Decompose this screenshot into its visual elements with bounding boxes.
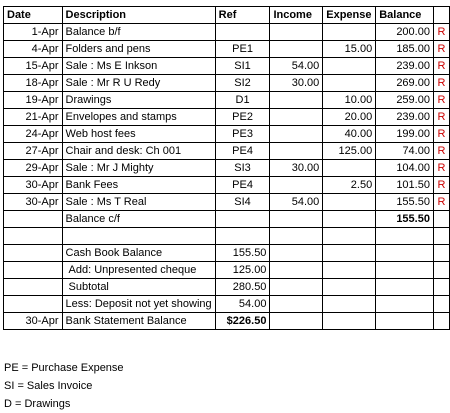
cell-expense: 40.00 bbox=[323, 126, 376, 143]
reconciliation-value: 280.50 bbox=[215, 279, 270, 296]
cell-ref bbox=[215, 24, 270, 41]
table-row bbox=[4, 75, 450, 92]
cell-expense bbox=[323, 58, 376, 75]
cash-book-table bbox=[3, 6, 450, 330]
reconciliation-label: Cash Book Balance bbox=[62, 245, 215, 262]
cell-date: 30-Apr bbox=[4, 194, 63, 211]
cell-description: Bank Fees bbox=[62, 177, 215, 194]
reconciliation-value: 125.00 bbox=[215, 262, 270, 279]
cell-income bbox=[270, 24, 323, 41]
cell-expense bbox=[323, 24, 376, 41]
table-row bbox=[4, 194, 450, 211]
cell-date: 30-Apr bbox=[4, 177, 63, 194]
cell-ref: SI3 bbox=[215, 160, 270, 177]
cell-date: 27-Apr bbox=[4, 143, 63, 160]
bank-statement-label: Bank Statement Balance bbox=[62, 313, 215, 330]
reconciliation-row bbox=[4, 296, 450, 313]
header-income: Income bbox=[270, 7, 323, 24]
cell-ref: PE3 bbox=[215, 126, 270, 143]
reconciliation bbox=[4, 245, 450, 313]
cell-balance: 74.00 bbox=[376, 143, 434, 160]
bank-statement-date: 30-Apr bbox=[4, 313, 63, 330]
cell-reconciled-flag: R bbox=[433, 75, 449, 92]
cell-description: Balance b/f bbox=[62, 24, 215, 41]
header-flag bbox=[433, 7, 449, 24]
cell-date: 4-Apr bbox=[4, 41, 63, 58]
header-balance: Balance bbox=[376, 7, 434, 24]
cell-date: 15-Apr bbox=[4, 58, 63, 75]
reconciliation-value: 54.00 bbox=[215, 296, 270, 313]
cell-reconciled-flag: R bbox=[433, 41, 449, 58]
reconciliation-row bbox=[4, 245, 450, 262]
cell-ref: SI1 bbox=[215, 58, 270, 75]
cell-reconciled-flag: R bbox=[433, 143, 449, 160]
cell-expense: 2.50 bbox=[323, 177, 376, 194]
cell-income: 30.00 bbox=[270, 160, 323, 177]
cell-expense: 10.00 bbox=[323, 92, 376, 109]
cell-reconciled-flag: R bbox=[433, 177, 449, 194]
cell-balance: 200.00 bbox=[376, 24, 434, 41]
blank-row bbox=[4, 228, 450, 245]
cell-expense bbox=[323, 160, 376, 177]
cell-income bbox=[270, 41, 323, 58]
cell-ref: PE1 bbox=[215, 41, 270, 58]
reconciliation-label: Add: Unpresented cheque bbox=[62, 262, 215, 279]
reconciliation-row bbox=[4, 279, 450, 296]
legend-d: D = Drawings bbox=[4, 398, 71, 410]
cell-description: Envelopes and stamps bbox=[62, 109, 215, 126]
cell-reconciled-flag: R bbox=[433, 160, 449, 177]
balance-cf-label: Balance c/f bbox=[62, 211, 215, 228]
header-row bbox=[4, 7, 450, 24]
cell-expense: 20.00 bbox=[323, 109, 376, 126]
cell-reconciled-flag: R bbox=[433, 24, 449, 41]
cell-description: Chair and desk: Ch 001 bbox=[62, 143, 215, 160]
reconciliation-label: Less: Deposit not yet showing bbox=[62, 296, 215, 313]
cell-expense: 15.00 bbox=[323, 41, 376, 58]
table-row bbox=[4, 41, 450, 58]
table-row bbox=[4, 58, 450, 75]
cell-income bbox=[270, 92, 323, 109]
bank-statement-value: $226.50 bbox=[215, 313, 270, 330]
cell-description: Folders and pens bbox=[62, 41, 215, 58]
cell-description: Sale : Ms E Inkson bbox=[62, 58, 215, 75]
cell-balance: 185.00 bbox=[376, 41, 434, 58]
cell-ref: PE4 bbox=[215, 177, 270, 194]
cell-balance: 269.00 bbox=[376, 75, 434, 92]
cell-description: Sale : Ms T Real bbox=[62, 194, 215, 211]
table-row bbox=[4, 177, 450, 194]
cell-expense: 125.00 bbox=[323, 143, 376, 160]
cell-income bbox=[270, 126, 323, 143]
balance-cf-value: 155.50 bbox=[376, 211, 434, 228]
cell-income bbox=[270, 143, 323, 160]
cell-balance: 104.00 bbox=[376, 160, 434, 177]
legend-si: SI = Sales Invoice bbox=[4, 380, 93, 392]
cell-reconciled-flag: R bbox=[433, 58, 449, 75]
cell-balance: 259.00 bbox=[376, 92, 434, 109]
cell-income bbox=[270, 109, 323, 126]
cell-date: 24-Apr bbox=[4, 126, 63, 143]
cell-reconciled-flag: R bbox=[433, 126, 449, 143]
transactions bbox=[4, 24, 450, 211]
table-row bbox=[4, 126, 450, 143]
cell-income: 54.00 bbox=[270, 58, 323, 75]
cell-date: 19-Apr bbox=[4, 92, 63, 109]
table-row bbox=[4, 160, 450, 177]
cell-ref: D1 bbox=[215, 92, 270, 109]
cell-description: Drawings bbox=[62, 92, 215, 109]
header-expense: Expense bbox=[323, 7, 376, 24]
cell-income bbox=[270, 177, 323, 194]
header-ref: Ref bbox=[215, 7, 270, 24]
cell-balance: 101.50 bbox=[376, 177, 434, 194]
bank-statement-row bbox=[4, 313, 450, 330]
cell-balance: 239.00 bbox=[376, 58, 434, 75]
table-row bbox=[4, 24, 450, 41]
header-description: Description bbox=[62, 7, 215, 24]
reconciliation-row bbox=[4, 262, 450, 279]
cell-date: 1-Apr bbox=[4, 24, 63, 41]
table-row bbox=[4, 92, 450, 109]
cell-description: Sale : Mr J Mighty bbox=[62, 160, 215, 177]
legend-pe: PE = Purchase Expense bbox=[4, 362, 124, 374]
cell-balance: 199.00 bbox=[376, 126, 434, 143]
cell-date: 21-Apr bbox=[4, 109, 63, 126]
header-date: Date bbox=[4, 7, 63, 24]
cell-description: Web host fees bbox=[62, 126, 215, 143]
cell-ref: SI2 bbox=[215, 75, 270, 92]
cell-balance: 155.50 bbox=[376, 194, 434, 211]
cell-expense bbox=[323, 75, 376, 92]
cell-date: 18-Apr bbox=[4, 75, 63, 92]
cell-reconciled-flag: R bbox=[433, 92, 449, 109]
cell-ref: SI4 bbox=[215, 194, 270, 211]
cell-description: Sale : Mr R U Redy bbox=[62, 75, 215, 92]
cell-expense bbox=[323, 194, 376, 211]
cell-reconciled-flag: R bbox=[433, 194, 449, 211]
balance-cf-row bbox=[4, 211, 450, 228]
cell-income: 54.00 bbox=[270, 194, 323, 211]
cell-reconciled-flag: R bbox=[433, 109, 449, 126]
table-row bbox=[4, 109, 450, 126]
cell-date: 29-Apr bbox=[4, 160, 63, 177]
cell-balance: 239.00 bbox=[376, 109, 434, 126]
table-row bbox=[4, 143, 450, 160]
reconciliation-label: Subtotal bbox=[62, 279, 215, 296]
reconciliation-value: 155.50 bbox=[215, 245, 270, 262]
cell-income: 30.00 bbox=[270, 75, 323, 92]
cell-ref: PE2 bbox=[215, 109, 270, 126]
cell-ref: PE4 bbox=[215, 143, 270, 160]
